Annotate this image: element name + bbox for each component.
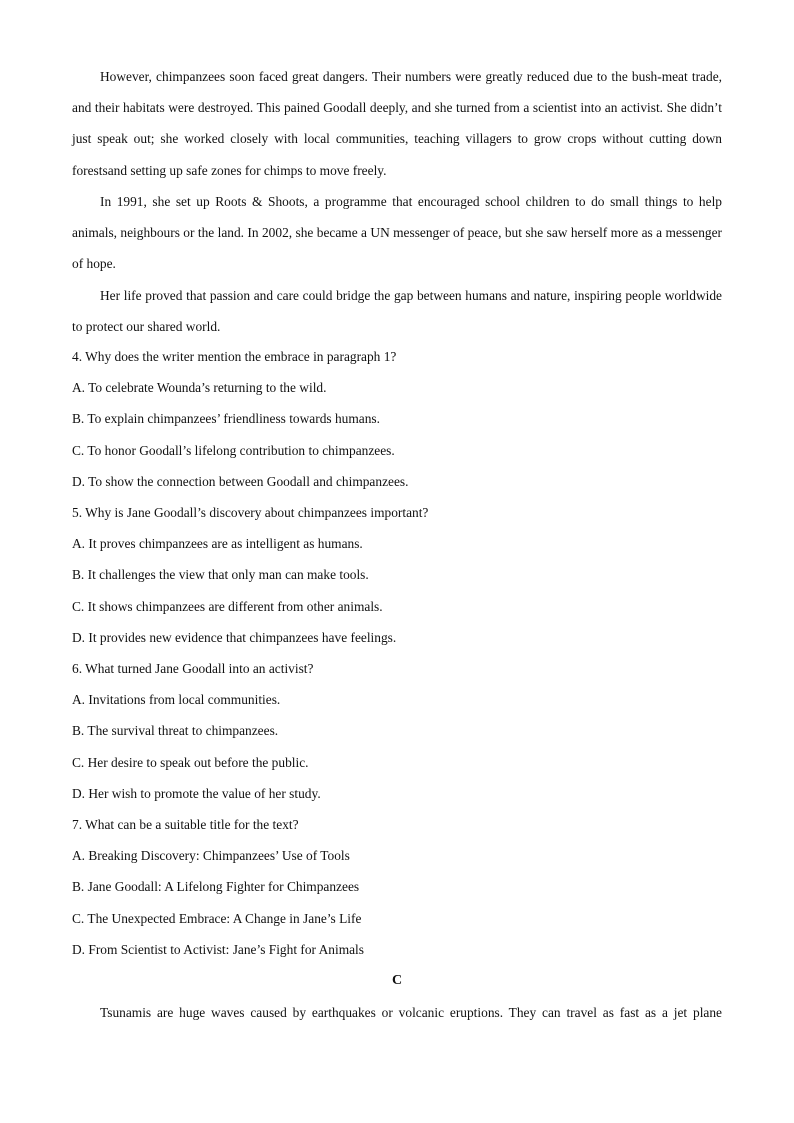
option-c: C. Her desire to speak out before the public. [72, 755, 309, 770]
question-stem: 6. What turned Jane Goodall into an activist? [72, 661, 314, 676]
passage-paragraph-activist: However, chimpanzees soon faced great dangers. Their numbers were greatly reduced due to the bush-meat trade, and their habitats were destroyed. This pained Goodall deeply, and she turned from a scientist into an activist. She didn’t just speak out; she worked closely with local communities, teaching villagers to grow crops without cutting down forestsand setting up safe zones for chimps to move freely. [72, 69, 722, 178]
section-heading-c: C [391, 973, 403, 988]
option-a: A. To celebrate Wounda’s returning to the wild. [72, 380, 327, 395]
option-c: C. The Unexpected Embrace: A Change in Jane’s Life [72, 911, 362, 926]
passage-paragraph-conclusion: Her life proved that passion and care could bridge the gap between humans and nature, inspiring people worldwide to protect our shared world. [72, 288, 722, 335]
option-a: A. It proves chimpanzees are as intelligent as humans. [72, 536, 363, 551]
option-b: B. The survival threat to chimpanzees. [72, 723, 279, 738]
passage-paragraph-roots-shoots: In 1991, she set up Roots & Shoots, a programme that encouraged school children to do small things to help animals, neighbours or the land. In 2002, she became a UN messenger of peace, but she saw herself more as a messenger of hope. [72, 194, 722, 272]
option-c: C. To honor Goodall’s lifelong contribution to chimpanzees. [72, 443, 395, 458]
question-stem: 7. What can be a suitable title for the text? [72, 817, 299, 832]
option-b: B. To explain chimpanzees’ friendliness towards humans. [72, 411, 380, 426]
option-c: C. It shows chimpanzees are different from other animals. [72, 599, 383, 614]
passage-c-first-line: Tsunamis are huge waves caused by earthquakes or volcanic eruptions. They can travel as fast as a jet plane [100, 1005, 722, 1020]
option-d: D. It provides new evidence that chimpanzees have feelings. [72, 630, 397, 645]
option-b: B. Jane Goodall: A Lifelong Fighter for Chimpanzees [72, 879, 360, 894]
question-stem: 4. Why does the writer mention the embrace in paragraph 1? [72, 349, 397, 364]
question-stem: 5. Why is Jane Goodall’s discovery about chimpanzees important? [72, 505, 429, 520]
option-d: D. Her wish to promote the value of her study. [72, 786, 321, 801]
option-a: A. Invitations from local communities. [72, 692, 281, 707]
option-d: D. From Scientist to Activist: Jane’s Fight for Animals [72, 942, 364, 957]
option-a: A. Breaking Discovery: Chimpanzees’ Use of Tools [72, 848, 350, 863]
option-d: D. To show the connection between Goodall and chimpanzees. [72, 474, 409, 489]
option-b: B. It challenges the view that only man can make tools. [72, 567, 369, 582]
